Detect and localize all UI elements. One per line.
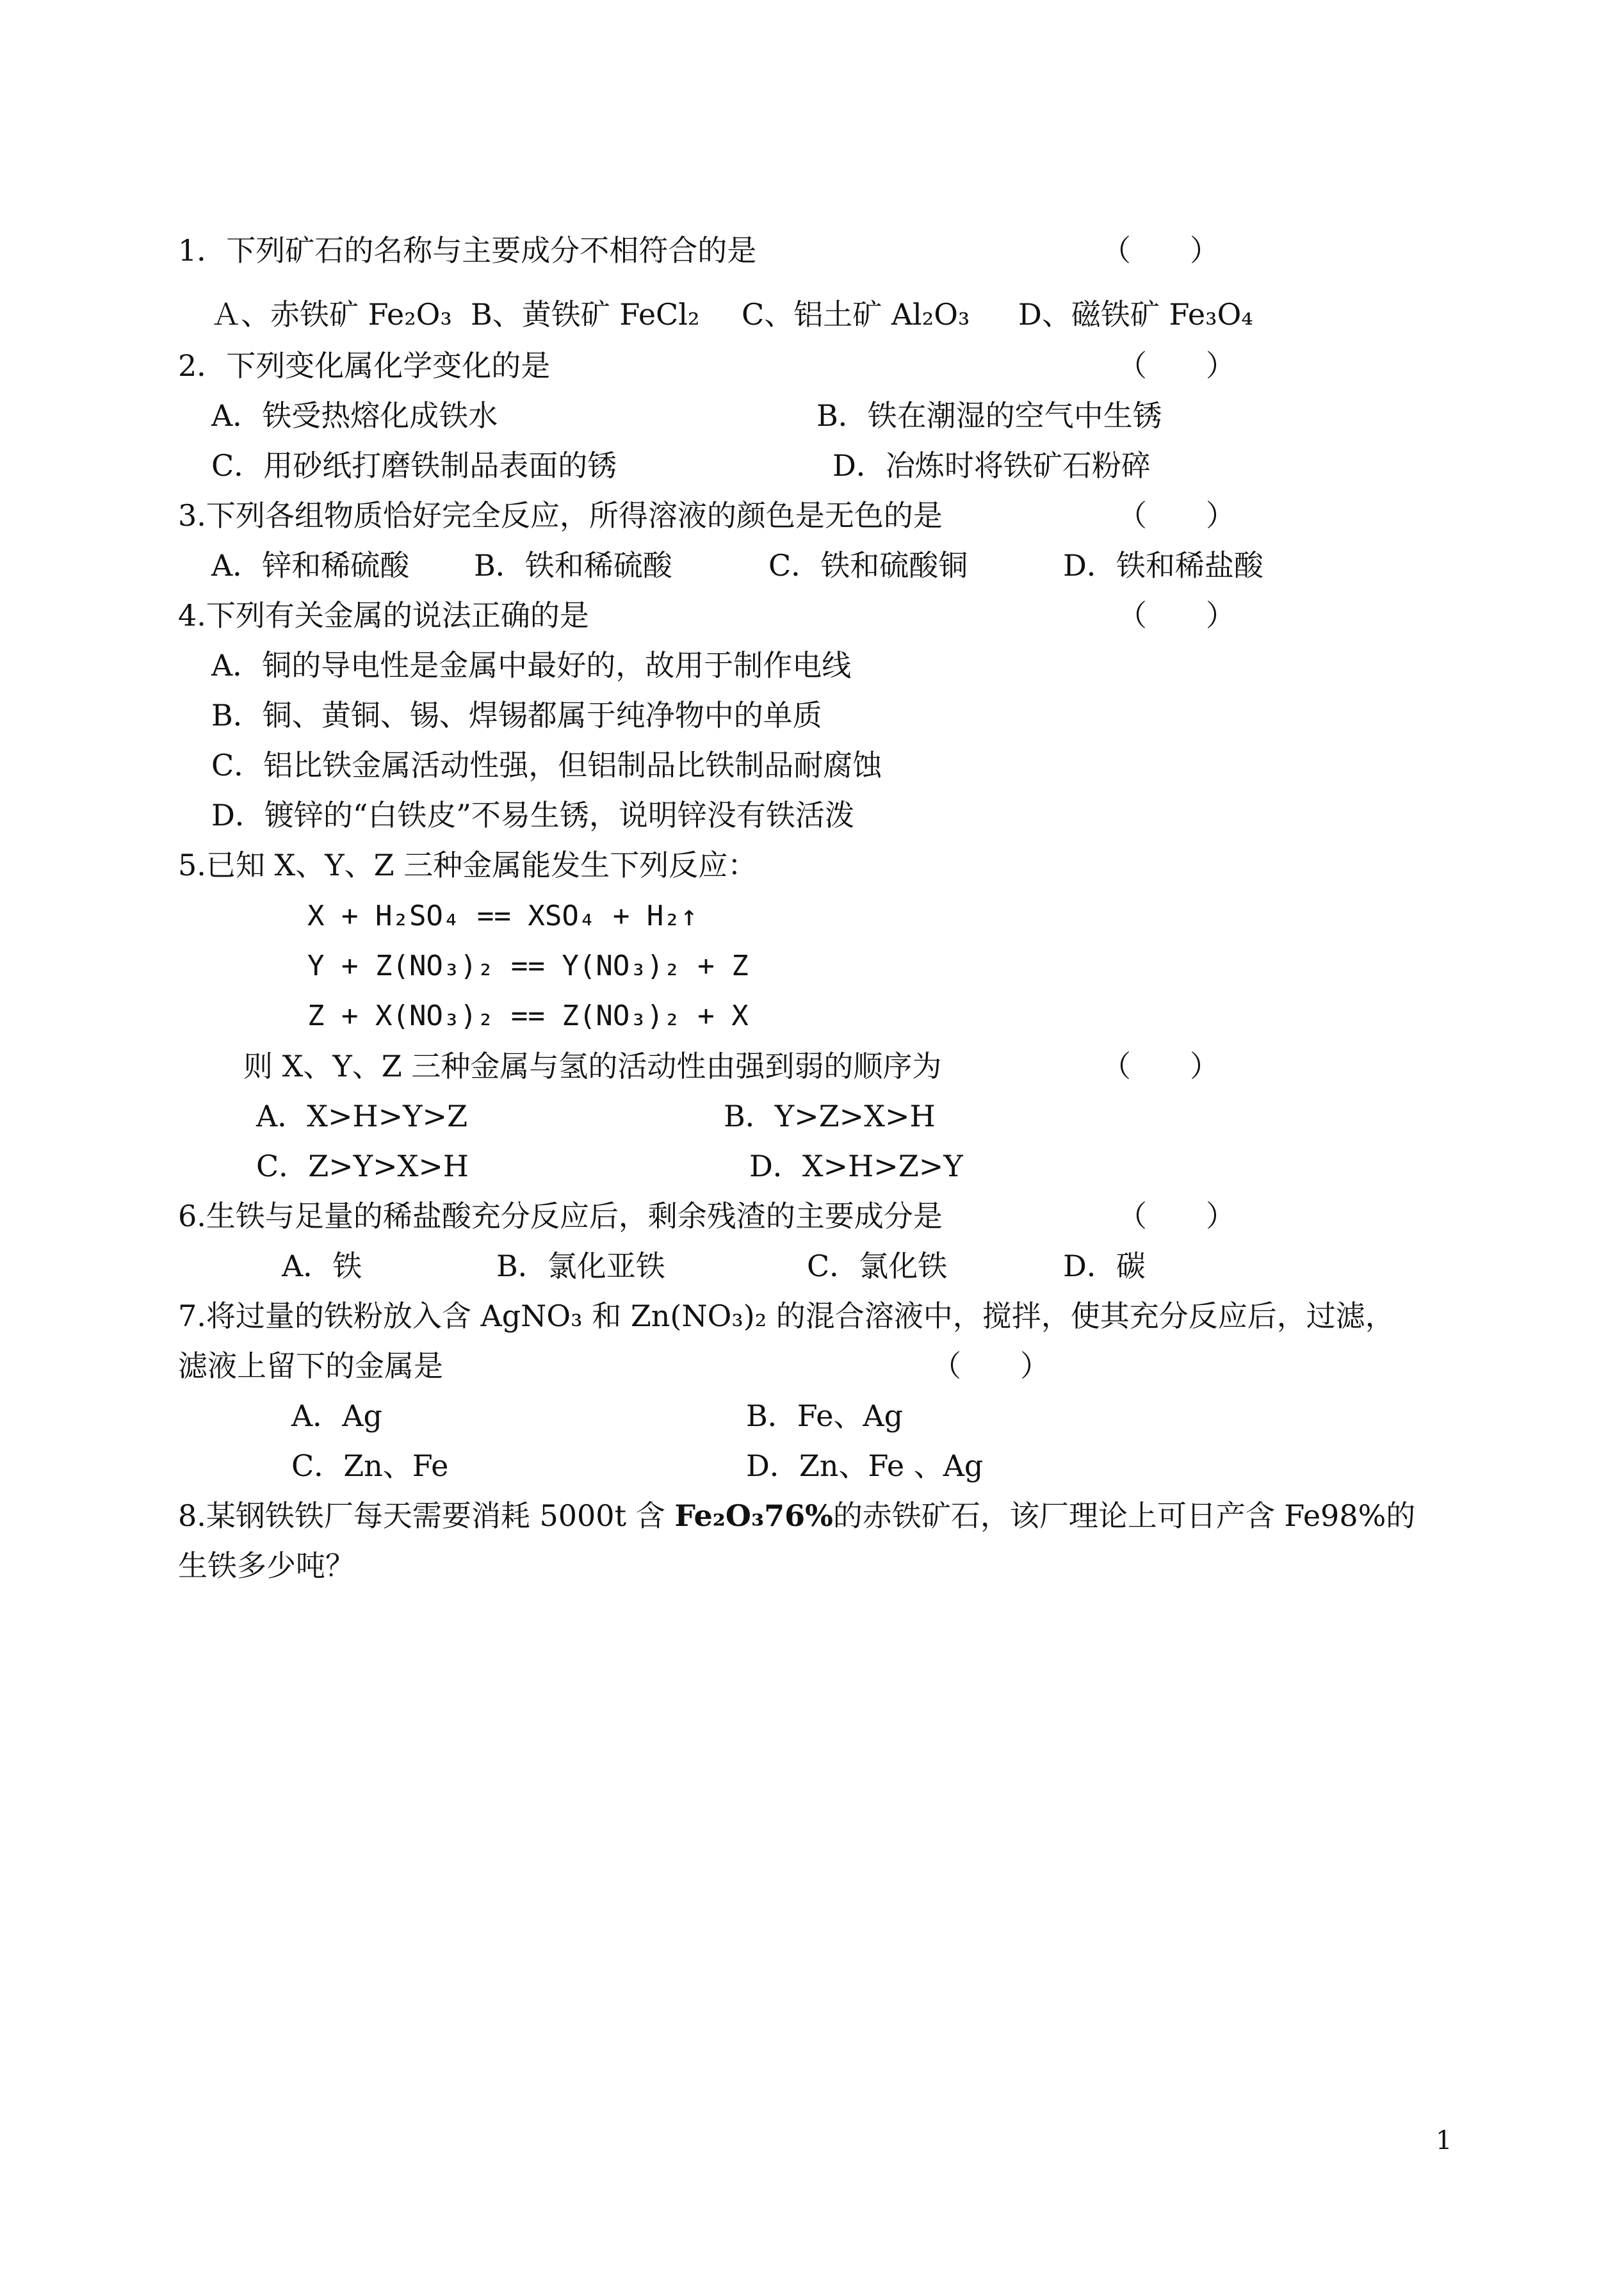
q1-opt-d: D、磁铁矿 Fe₃O₄ [1018,297,1253,332]
q6-opt-a: A．铁 [282,1249,362,1283]
q7-paren: （ ） [932,1349,1050,1383]
q5-stem: 5.已知 X、Y、Z 三种金属能发生下列反应： [178,848,758,882]
q5-paren: （ ） [1101,1049,1219,1083]
q5-opt-d: D．X>H>Z>Y [749,1149,963,1183]
q8-stem-line2: 生铁多少吨？ [178,1548,355,1583]
page-number: 1 [1436,2126,1452,2155]
q3-opt-c: C．铁和硫酸铜 [768,548,968,583]
q4-stem: 4.下列有关金属的说法正确的是 [178,598,589,633]
q6-opt-b: B．氯化亚铁 [496,1249,665,1283]
q2-opt-b: B．铁在潮湿的空气中生锈 [816,398,1162,433]
q5-equation-1: X + H₂SO₄ == XSO₄ + H₂↑ [307,900,698,932]
q3-stem: 3.下列各组物质恰好完全反应，所得溶液的颜色是无色的是 [178,498,943,533]
q6-paren: （ ） [1117,1199,1235,1233]
q4-opt-b: B．铜、黄铜、锡、焊锡都属于纯净物中的单质 [211,698,822,733]
q4-opt-d: D．镀锌的“白铁皮”不易生锈，说明锌没有铁活泼 [211,798,854,832]
q4-opt-a: A．铜的导电性是金属中最好的，故用于制作电线 [211,648,852,683]
q1-opt-b: B、黄铁矿 FeCl₂ [471,297,700,332]
q5-opt-c: C．Z>Y>X>H [256,1149,469,1183]
q2-paren: （ ） [1117,348,1235,383]
q7-stem-line2: 滤液上留下的金属是 [178,1349,443,1383]
q8-stem-part-a: 8.某钢铁铁厂每天需要消耗 5000t 含 [178,1498,675,1533]
q8-stem-line1 [178,1496,1415,1536]
q6-stem: 6.生铁与足量的稀盐酸充分反应后，剩余残渣的主要成分是 [178,1199,943,1233]
q2-opt-a: A．铁受热熔化成铁水 [211,398,498,433]
q4-paren: （ ） [1117,598,1235,633]
q2-opt-c: C．用砂纸打磨铁制品表面的锈 [211,448,617,483]
q8-stem-part-b: Fe₂O₃76% [674,1498,833,1533]
q3-opt-a: A．锌和稀硫酸 [211,548,410,583]
q7-opt-d: D．Zn、Fe 、Ag [746,1448,984,1483]
q3-opt-d: D．铁和稀盐酸 [1063,548,1263,583]
q7-stem-line1: 7.将过量的铁粉放入含 AgNO₃ 和 Zn(NO₃)₂ 的混合溶液中，搅拌，使其充分反应后，过滤， [178,1299,1395,1333]
q3-opt-b: B．铁和稀硫酸 [474,548,672,583]
q5-opt-a: A．X>H>Y>Z [256,1099,468,1133]
q6-opt-d: D．碳 [1063,1249,1146,1283]
q1-opt-a: Ａ、赤铁矿 Fe₂O₃ [211,297,452,332]
q3-paren: （ ） [1117,498,1235,533]
q5-ask: 则 X、Y、Z 三种金属与氢的活动性由强到弱的顺序为 [243,1049,942,1083]
q5-equation-3: Z + X(NO₃)₂ == Z(NO₃)₂ + X [307,1000,749,1032]
q2-stem: 2．下列变化属化学变化的是 [178,348,551,383]
q7-opt-b: B．Fe、Ag [746,1399,904,1433]
q5-opt-b: B．Y>Z>X>H [724,1099,936,1133]
q4-opt-c: C．铝比铁金属活动性强，但铝制品比铁制品耐腐蚀 [211,748,882,783]
q1-paren: （ ） [1101,233,1219,268]
q7-opt-a: A．Ag [291,1399,382,1433]
q1-stem: 1．下列矿石的名称与主要成分不相符合的是 [178,233,757,268]
q8-stem-part-c: 的赤铁矿石，该厂理论上可日产含 Fe98%的 [832,1498,1416,1533]
q5-equation-2: Y + Z(NO₃)₂ == Y(NO₃)₂ + Z [307,950,749,982]
q7-opt-c: C．Zn、Fe [291,1448,449,1483]
q2-opt-d: D．冶炼时将铁矿石粉碎 [832,448,1151,483]
q6-opt-c: C．氯化铁 [807,1249,948,1283]
q1-opt-c: C、铝土矿 Al₂O₃ [742,297,970,332]
